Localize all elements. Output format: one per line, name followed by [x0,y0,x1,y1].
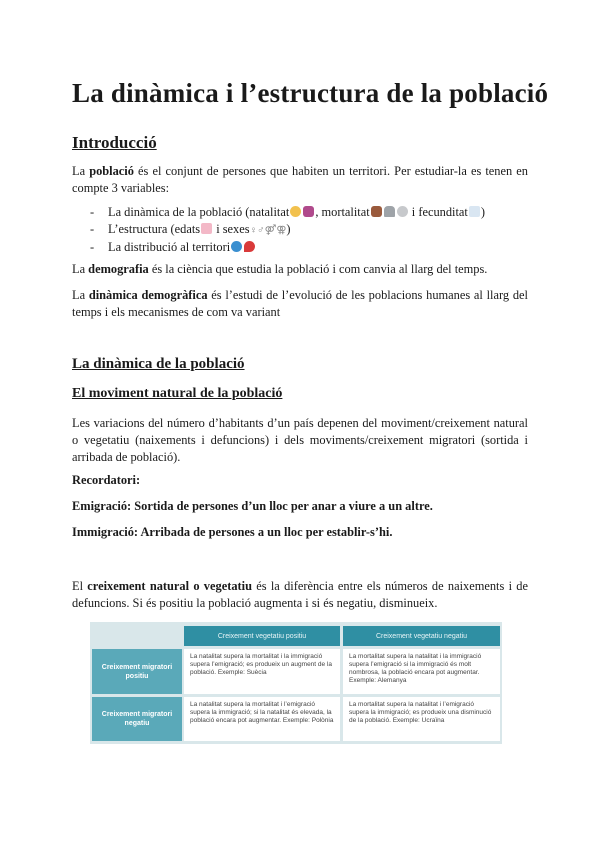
paragraph-creixement-natural [72,578,528,612]
bold-term: dinàmica demogràfica [88,288,208,302]
bold-term: població [89,164,134,178]
bold-term: creixement natural o vegetatiu [87,579,252,593]
table-corner [90,622,182,648]
text: La distribució al territori [108,240,231,254]
text: i sexes [213,222,250,236]
paragraph-poblacio [72,163,528,197]
text: és la ciència que estudia la població i com canvia al llarg del temps. [148,262,488,276]
paragraph-variacions: Les variacions del número d’habitants d’un país depenen del moviment/creixement natural o vegetatiu (naixements i defuncions) i dels moviments/creixement migratori (sortida i arribada de població). [72,416,528,464]
table-cell: La natalitat supera la mortalitat i la immigració supera l’emigració; es produeix un augment de la població. Exemple: Suècia [184,649,340,694]
text: , mortalitat [315,205,370,219]
table-col-header: Creixement vegetatiu negatiu [343,626,500,646]
page-title: La dinàmica i l’estructura de la població [72,78,549,108]
baby-bottle-icon [469,206,480,217]
table-cell: La natalitat supera la mortalitat i l’emigració supera la immigració; si la natalitat és elevada, la població encara pot augmentar. Exemple: Polònia [184,697,340,741]
list-item [72,221,485,239]
globe-icon [231,241,242,252]
text: i fecunditat [408,205,468,219]
text: La dinàmica de la població (natalitat [108,205,290,219]
headstone-icon [384,206,395,217]
text: és l’estudi de l’evolució de les poblacions humanes al llarg del temps i els mecanismes de com va variant [72,288,528,319]
text: El [72,579,88,593]
table-cell: La mortalitat supera la natalitat i la immigració supera l’emigració si la immigració és molt nombrosa, la població encara pot augmentar. Exemple: Alemanya [343,649,500,694]
subsection-heading-moviment: El moviment natural de la població [72,386,283,401]
table-row-header: Creixement migratori positiu [92,649,182,694]
text: ) [480,205,486,219]
text: L’estructura (edats [108,222,201,236]
paragraph-dinamica-demografica [72,287,528,321]
skull-icon [397,206,408,217]
list-item [72,239,485,256]
variables-list [72,204,485,256]
table-cell: La mortalitat supera la natalitat i l’emigració supera la immigració; es produeix una disminució de la població. Exemple: Ucraïna [343,697,500,741]
baby-icon [290,206,301,217]
recordatori-label: Recordatori: [72,473,141,487]
section-heading-introduccio: Introducció [72,133,157,152]
text: és la diferència entre els números de naixements i de defuncions. Si és positiu la població augmenta i si és negatiu, disminueix. [72,579,528,610]
birthday-cake-icon [201,223,212,234]
table-col-header: Creixement vegetatiu positiu [184,626,340,646]
text: La [72,288,89,302]
paragraph-demografia [72,261,528,278]
pregnant-icon [303,206,314,217]
text: La [72,262,89,276]
section-heading-dinamica: La dinàmica de la població [72,356,245,372]
coffin-icon [371,206,382,217]
emigracio-definition: Emigració: Sortida de persones d’un lloc per anar a viure a un altre. [72,499,433,513]
text: és el conjunt de persones que habiten un territori. Per estudiar-la es tenen en compte 3 variables: [72,164,529,195]
text: ) [286,222,291,236]
immigracio-definition: Immigració: Arribada de persones a un lloc per establir-s’hi. [72,525,393,539]
pin-icon [244,241,255,252]
gender-symbols-icon: ♀♂⚤⚢ [249,225,287,236]
growth-table-image [90,622,502,744]
bold-term: demografia [88,262,149,276]
table-row-header: Creixement migratori negatiu [92,697,182,741]
list-item [72,204,485,221]
text: La [72,164,90,178]
